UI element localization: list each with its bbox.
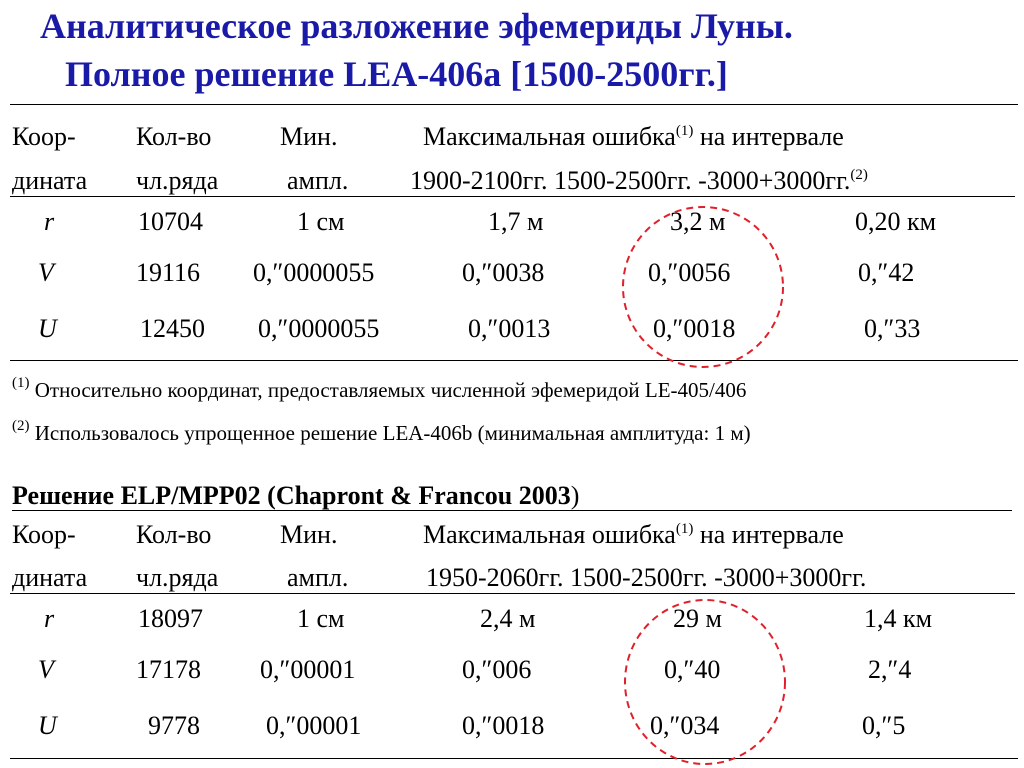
t2-header-intervals: 1950-2060гг. 1500-2500гг. -3000+3000гг. xyxy=(426,563,867,592)
page-title-line2: Полное решение LEA-406a [1500-2500гг.] xyxy=(65,54,728,94)
t1-header-min2: ампл. xyxy=(287,166,349,195)
t2-row-v-e3: 2,″4 xyxy=(868,655,912,684)
t2-row-r-e3: 1,4 км xyxy=(864,604,933,633)
t2-row-u-coord: U xyxy=(38,711,57,740)
t1-header-underline xyxy=(10,196,1015,197)
t1-row-v-e3: 0,″42 xyxy=(858,258,915,287)
t1-row-u-e1: 0,″0013 xyxy=(468,314,551,343)
t2-header-underline xyxy=(10,593,1015,594)
t1-row-r-coord: r xyxy=(44,207,55,236)
t1-header-coord2: дината xyxy=(12,166,88,195)
t1-row-r-e3: 0,20 км xyxy=(855,207,937,236)
t1-row-u-e2: 0,″0018 xyxy=(653,314,736,343)
table2-title-underline xyxy=(12,510,752,511)
table2-bottom-rule xyxy=(10,758,1018,759)
t2-row-r-min: 1 см xyxy=(297,604,345,633)
t1-header-maxerr: Максимальная ошибка$^{(1)}$ на интервале xyxy=(423,122,844,151)
t1-header-count2: чл.ряда xyxy=(136,166,219,195)
t1-row-u-coord: U xyxy=(38,314,57,343)
t2-row-v-e1: 0,″006 xyxy=(462,655,532,684)
t2-row-v-coord: V xyxy=(38,655,54,684)
t2-row-v-e2: 0,″40 xyxy=(664,655,721,684)
t2-header-maxerr: Максимальная ошибка$^{(1)}$ на интервале xyxy=(423,520,844,549)
t1-header-coord1: Коор- xyxy=(12,122,76,151)
t1-row-v-count: 19116 xyxy=(136,258,201,287)
table2-title: Решение ELP/MPP02 (Chapront & Francou 2003) xyxy=(12,481,580,510)
table1-bottom-rule xyxy=(10,360,1018,361)
t2-header-coord2: дината xyxy=(12,563,88,592)
t1-row-v-coord: V xyxy=(38,258,54,287)
page-title-line1: Аналитическое разложение эфемериды Луны. xyxy=(40,6,793,46)
t1-row-v-min: 0,″0000055 xyxy=(253,258,375,287)
t2-row-v-min: 0,″00001 xyxy=(260,655,356,684)
t1-header-intervals: 1900-2100гг. 1500-2500гг. -3000+3000гг.$^{(2)}$ xyxy=(410,166,868,195)
t2-row-r-e2: 29 м xyxy=(673,604,722,633)
highlight-circle-table1 xyxy=(620,205,790,373)
t2-header-min1: Мин. xyxy=(280,520,338,549)
t2-row-r-count: 18097 xyxy=(138,604,203,633)
t1-row-r-e1: 1,7 м xyxy=(488,207,544,236)
footnote-1: $^{(1)}$ Относительно координат, предоставляемых численной эфемеридой LE-405/406 xyxy=(12,375,747,402)
t2-header-count1: Кол-во xyxy=(136,520,212,549)
t2-row-u-count: 9778 xyxy=(148,711,200,740)
t2-row-r-e1: 2,4 м xyxy=(480,604,536,633)
t2-row-u-e2: 0,″034 xyxy=(650,711,720,740)
t1-row-r-e2: 3,2 м xyxy=(670,207,726,236)
table2-title-rule xyxy=(752,510,1012,511)
t1-row-u-count: 12450 xyxy=(140,314,205,343)
t1-row-v-e2: 0,″0056 xyxy=(648,258,731,287)
t2-header-coord1: Коор- xyxy=(12,520,76,549)
t2-row-u-min: 0,″00001 xyxy=(266,711,362,740)
t1-row-u-min: 0,″0000055 xyxy=(258,314,380,343)
t1-header-count1: Кол-во xyxy=(136,122,212,151)
table1-top-rule xyxy=(10,104,1018,105)
t1-row-u-e3: 0,″33 xyxy=(864,314,921,343)
t1-row-r-count: 10704 xyxy=(138,207,203,236)
t2-row-r-coord: r xyxy=(44,604,55,633)
t2-row-u-e1: 0,″0018 xyxy=(462,711,545,740)
t2-row-u-e3: 0,″5 xyxy=(862,711,906,740)
t2-row-v-count: 17178 xyxy=(136,655,201,684)
t2-header-count2: чл.ряда xyxy=(136,563,219,592)
t1-row-r-min: 1 см xyxy=(297,207,345,236)
highlight-circle-table2 xyxy=(622,598,792,766)
t1-header-min1: Мин. xyxy=(280,122,338,151)
footnote-2: $^{(2)}$ Использовалось упрощенное решение LEA-406b (минимальная амплитуда: 1 м) xyxy=(12,418,751,445)
t1-row-v-e1: 0,″0038 xyxy=(462,258,545,287)
t2-header-min2: ампл. xyxy=(287,563,349,592)
